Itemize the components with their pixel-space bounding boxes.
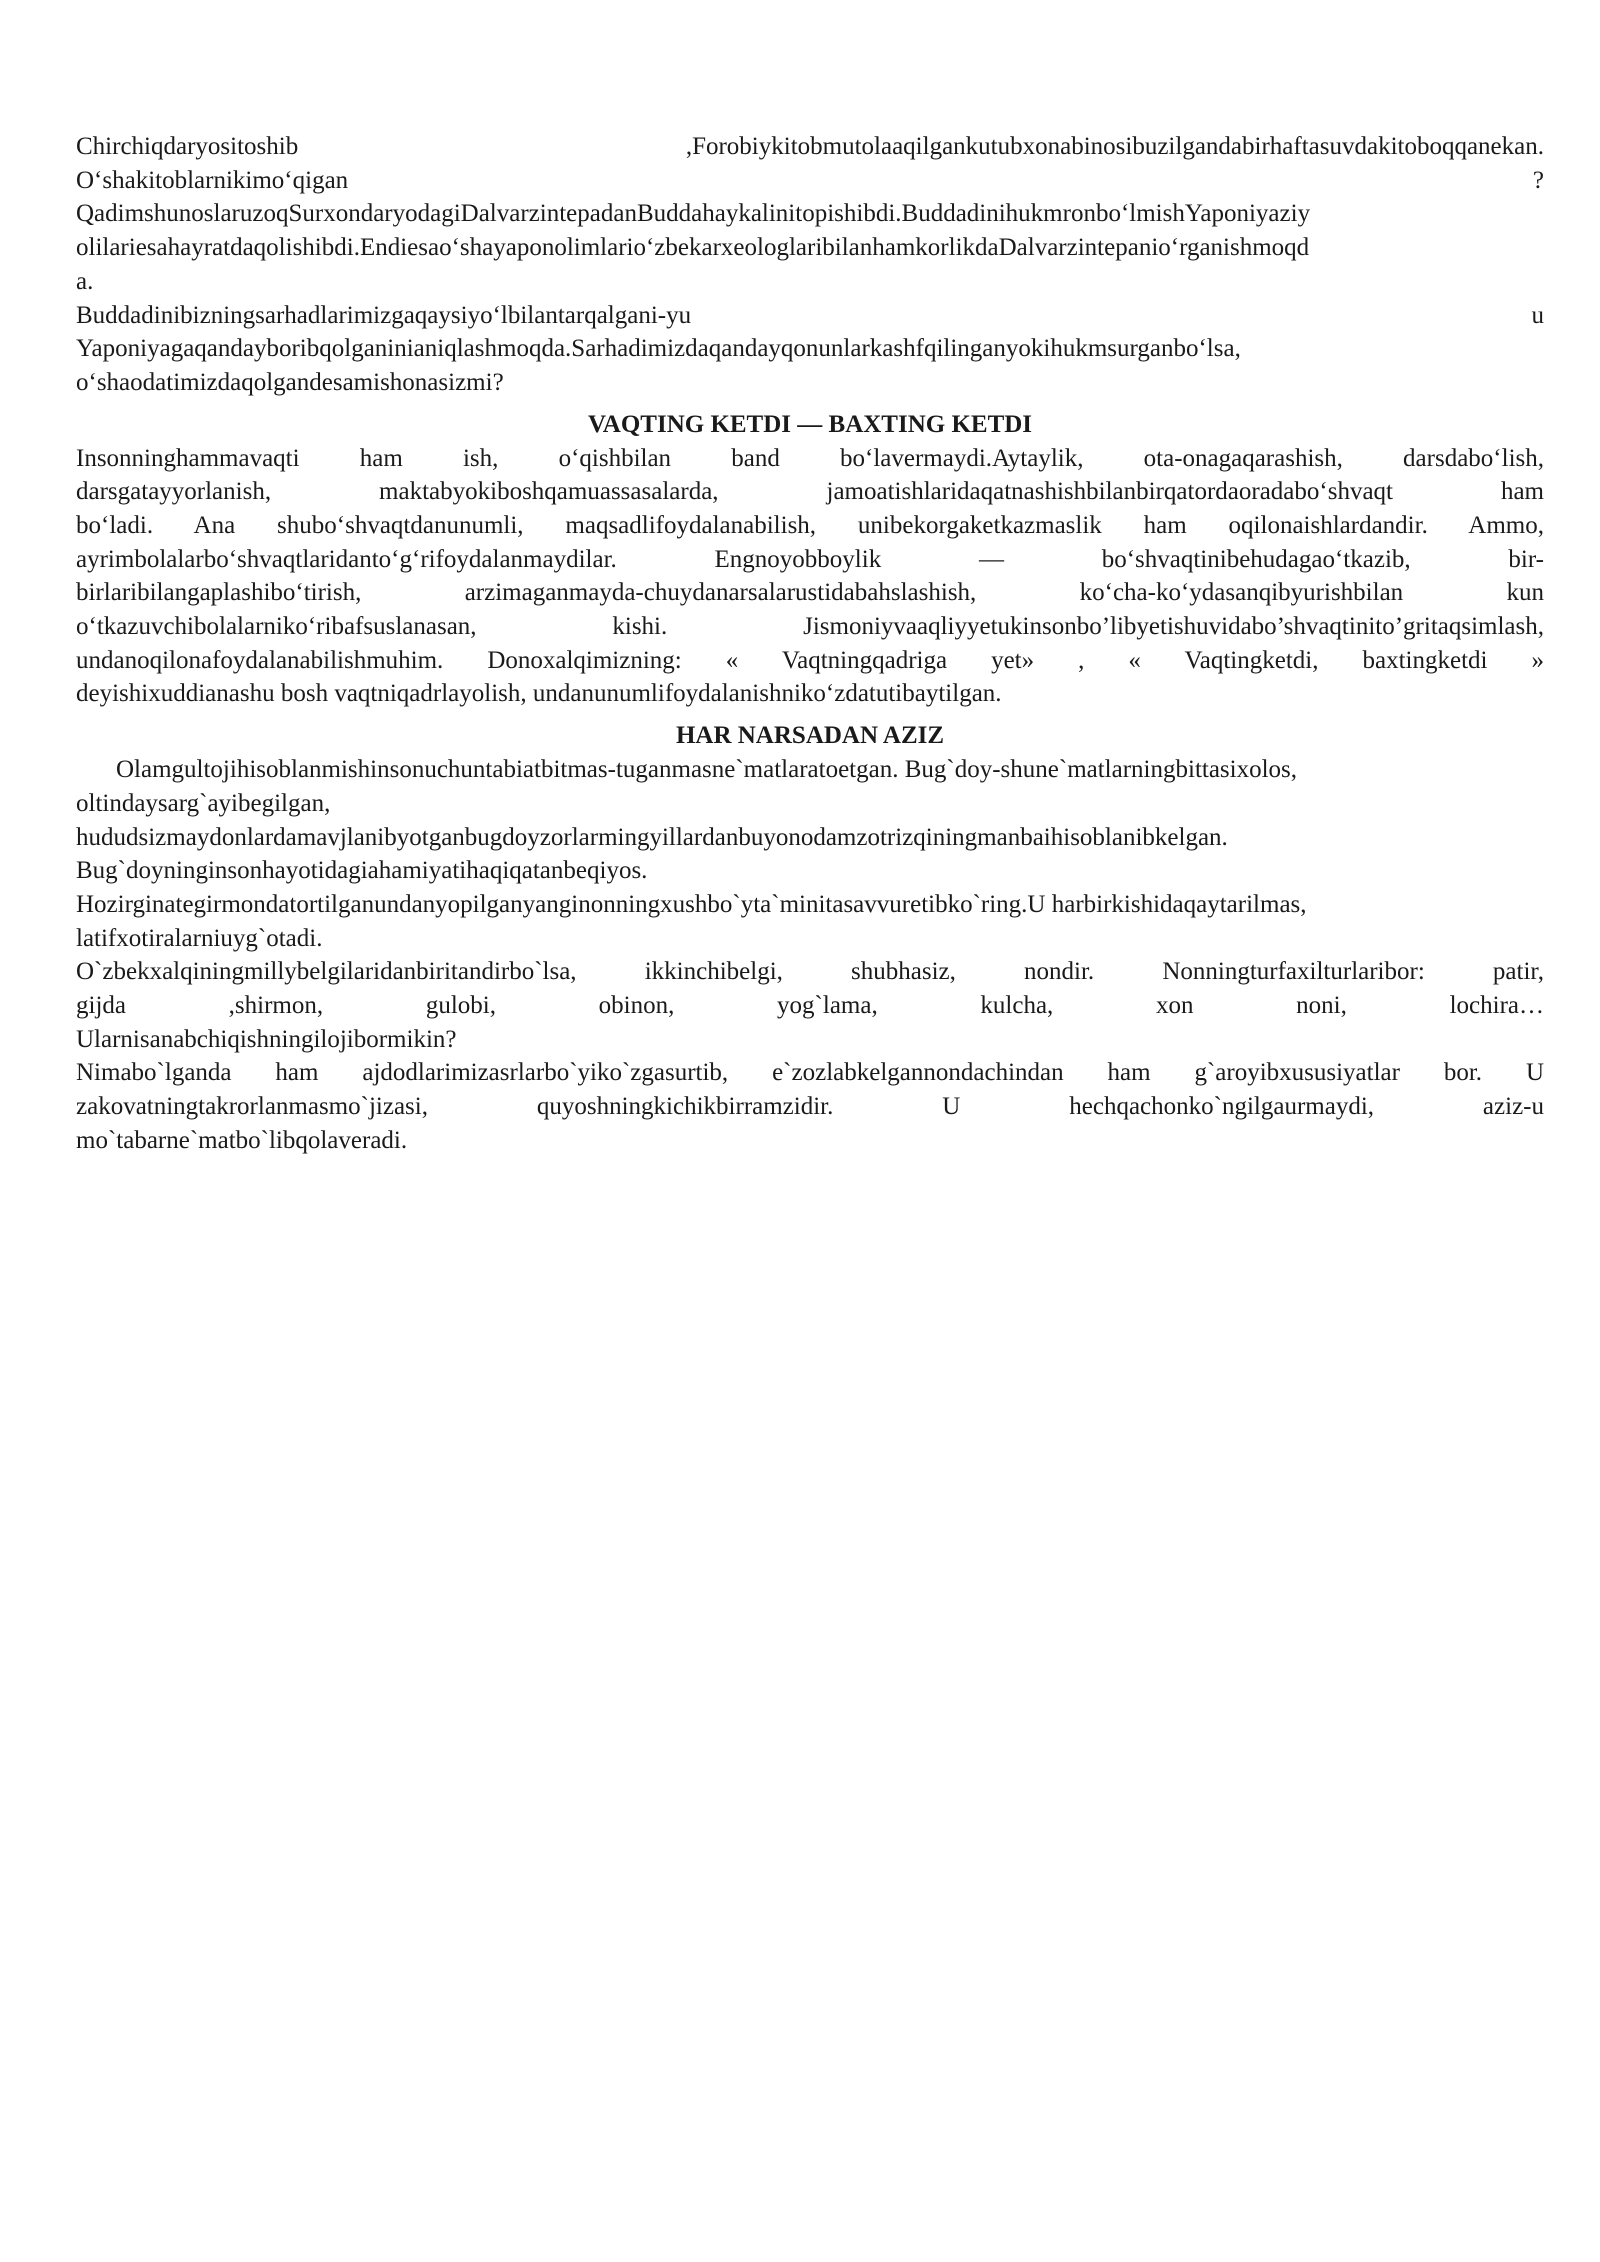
paragraph-line: mo`tabarne`matbo`libqolaveradi. xyxy=(76,1126,408,1154)
paragraph-line: oltindaysarg`ayibegilgan, xyxy=(76,789,331,817)
paragraph-line: Olamgultojihisoblanmishinsonuchuntabiatbitmas-tuganmasne`matlaratoetgan. Bug`doy-shune`matlarningbittasixolos, xyxy=(116,756,1298,784)
paragraph-line xyxy=(76,299,1544,333)
text-fragment: Buddadinibizningsarhadlarimizgaqaysiyo‘lbilantarqalgani-yu xyxy=(76,301,692,329)
paragraph-line: Yaponiyagaqandayboribqolganinianiqlashmoqda.Sarhadimizdaqandayqonunlarkashfqilinganyokihukmsurganbo‘lsa, xyxy=(76,335,1241,363)
paragraph-line: Hozirginategirmondatortilganundanyopilganyanginonningxushbo`yta`minitasavvuretibko`ring.U harbirkishidaqaytarilmas, xyxy=(76,890,1307,918)
paragraph-line: ayrimbolalarbo‘shvaqtlaridanto‘g‘rifoydalanmaydilar. Engnoyobboylik — bo‘shvaqtinibehudagao‘tkazib, bir- xyxy=(76,545,1544,573)
text-fragment: O‘shakitoblarnikimo‘qigan xyxy=(76,166,349,194)
text-fragment: ,Forobiykitobmutolaaqilgankutubxonabinosibuzilgandabirhaftasuvdakitoboqqanekan. xyxy=(685,133,1544,160)
section-har-narsadan xyxy=(76,719,1544,1157)
paragraph-line: birlaribilangaplashibo‘tirish, arzimaganmayda-chuydanarsalarustidabahslashish, ko‘cha-ko‘ydasanqibyurishbilan kun xyxy=(76,579,1544,607)
paragraph-line: QadimshunoslaruzoqSurxondaryodagiDalvarzintepadanBuddahaykalinitopishibdi.Buddadinihukmronbo‘lmishYaponiyaziy xyxy=(76,200,1311,228)
paragraph-line: o‘shaodatimizdaqolgandesamishonasizmi? xyxy=(76,368,504,396)
paragraph-line: O`zbekxalqiningmillybelgilaridanbiritandirbo`lsa, ikkinchibelgi, shubhasiz, nondir. Nonningturfaxilturlaribor: patir, xyxy=(76,958,1544,986)
paragraph-line: hududsizmaydonlardamavjlanibyotganbugdoyzorlarmingyillardanbuyonodamzotrizqiningmanbaihisoblanibkelgan. xyxy=(76,823,1228,851)
text-fragment: Chirchiqdaryositoshib xyxy=(76,133,299,160)
paragraph-line: gijda ,shirmon, gulobi, obinon, yog`lama, kulcha, xon noni, lochira… xyxy=(76,992,1544,1020)
paragraph-line: undanoqilonafoydalanabilishmuhim. Donoxalqimizning: « Vaqtningqadriga yet» , « Vaqtingketdi, baxtingketdi » xyxy=(76,646,1544,674)
paragraph-line: darsgatayyorlanish, maktabyokiboshqamuassasalarda, jamoatishlaridaqatnashishbilanbirqatordaoradabo‘shvaqt ham xyxy=(76,478,1544,506)
section-vaqting xyxy=(76,408,1544,712)
section-title: HAR NARSADAN AZIZ xyxy=(675,722,945,750)
paragraph-line: Ularnisanabchiqishningilojibormikin? xyxy=(76,1025,457,1053)
section-forobiy xyxy=(76,130,1544,400)
paragraph-line: o‘tkazuvchibolalarniko‘ribafsuslanasan, kishi. Jismoniyvaaqliyyetukinsonbo’libyetishuvidabo’shvaqtinito’gritaqsimlash, xyxy=(76,613,1544,641)
paragraph-line: Insonninghammavaqti ham ish, o‘qishbilan band bo‘lavermaydi.Aytaylik, ota-onagaqarashish, darsdabo‘lish, xyxy=(76,444,1544,472)
paragraph-line: Nimabo`lganda ham ajdodlarimizasrlarbo`yiko`zgasurtib, e`zozlabkelgannondachindan ham g`aroyibxususiyatlar bor. U xyxy=(76,1059,1544,1087)
text-fragment: ? xyxy=(1532,166,1544,194)
paragraph-line: zakovatningtakrorlanmasmo`jizasi, quyoshningkichikbirramzidir. U hechqachonko`ngilgaurmaydi, aziz-u xyxy=(76,1093,1544,1121)
paragraph-line xyxy=(76,164,1544,198)
section-title: VAQTING KETDI — BAXTING KETDI xyxy=(587,410,1033,438)
text-fragment: u xyxy=(1531,301,1544,329)
paragraph-line: deyishixuddianashu bosh vaqtniqadrlayolish, undanunumlifoydalanishniko‘zdatutibaytilgan. xyxy=(76,680,1002,708)
paragraph-line: olilariesahayratdaqolishibdi.Endiesao‘shayaponolimlario‘zbekarxeologlaribilanhamkorlikdaDalvarzintepanio‘rganishmoqd xyxy=(76,234,1310,262)
document-page xyxy=(76,130,1544,1158)
paragraph-line xyxy=(76,130,1544,164)
paragraph-line: a. xyxy=(76,267,94,295)
paragraph-line: Bug`doyninginsonhayotidagiahamiyatihaqiqatanbeqiyos. xyxy=(76,857,648,885)
paragraph-line: bo‘ladi. Ana shubo‘shvaqtdanunumli, maqsadlifoydalanabilish, unibekorgaketkazmaslik ham oqilonaishlardandir. Ammo, xyxy=(76,512,1544,539)
paragraph-line: latifxotiralarniuyg`otadi. xyxy=(76,924,323,952)
